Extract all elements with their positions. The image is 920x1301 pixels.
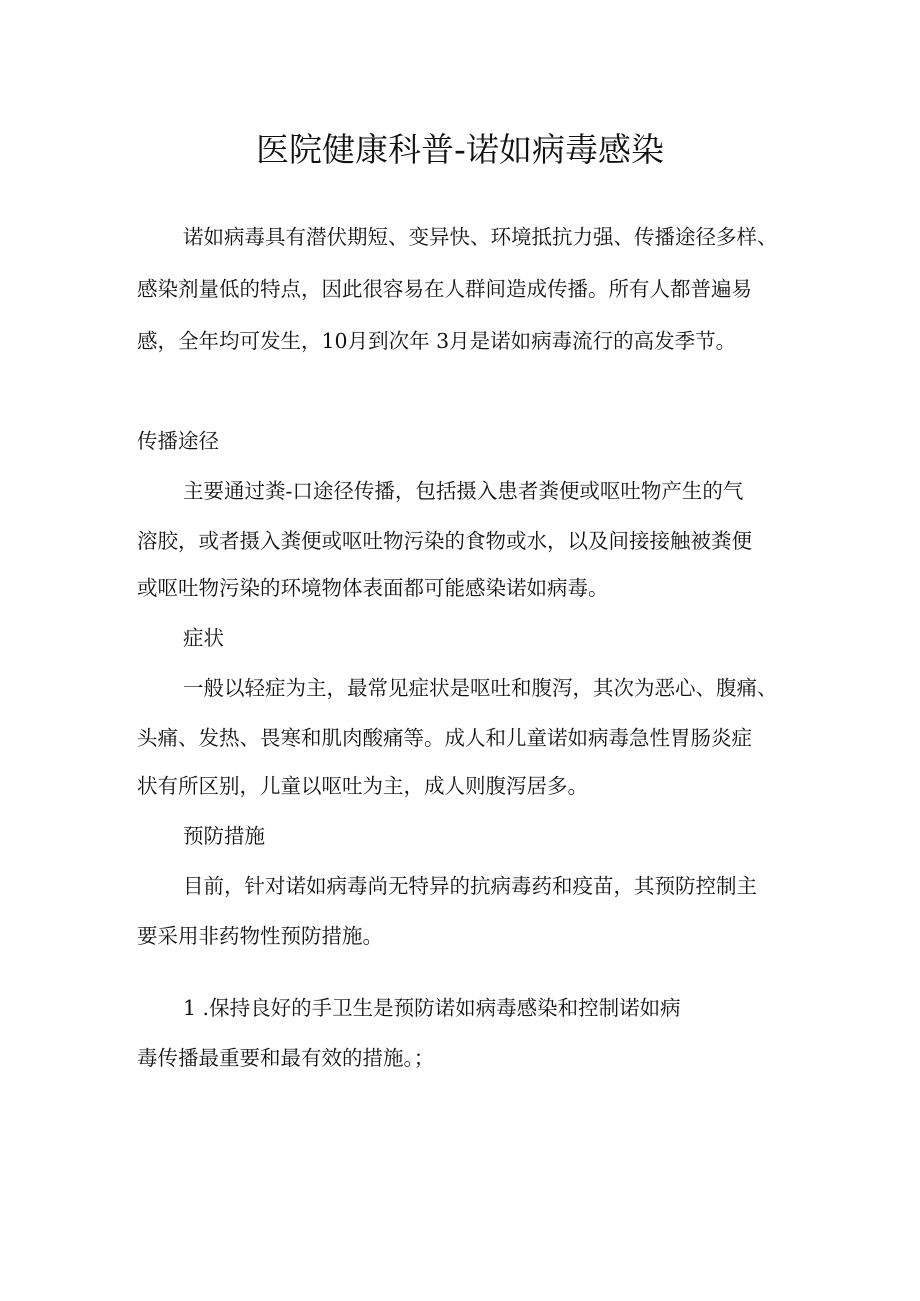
page-title: 医院健康科普-诺如病毒感染 [256,130,664,169]
text-line: 溶胶，或者摄入粪便或呕吐物污染的食物或水，以及间接接触被粪便 [137,529,752,553]
section-heading: 传播途径 [137,429,219,453]
text-line: 状有所区别，儿童以呕吐为主，成人则腹泻居多。 [137,774,588,798]
text-line: 要采用非药物性预防措施。 [137,924,383,948]
text-line: 感染剂量低的特点，因此很容易在人群间造成传播。所有人都普遍易 [137,277,752,301]
text-line: 主要通过粪-口途径传播，包括摄入患者粪便或呕吐物产生的气 [183,479,744,503]
list-item-line: 毒传播最重要和最有效的措施。； [137,1046,435,1070]
text-line: 目前，针对诺如病毒尚无特异的抗病毒药和疫苗，其预防控制主 [183,874,757,898]
text-line: 或呕吐物污染的环境物体表面都可能感染诺如病毒。 [137,576,609,600]
list-item-line: 1 .保持良好的手卫生是预防诺如病毒感染和控制诺如病 [183,996,681,1020]
section-heading: 症状 [183,626,224,650]
text-line: 头痛、发热、畏寒和肌肉酸痛等。成人和儿童诺如病毒急性胃肠炎症 [137,726,752,750]
text-line: 诺如病毒具有潜伏期短、变异快、环境抵抗力强、传播途径多样、 [183,225,778,249]
section-heading: 预防措施 [183,824,265,848]
text-line: 感，全年均可发生，10月到次年 3月是诺如病毒流行的高发季节。 [137,329,737,353]
text-line: 一般以轻症为主，最常见症状是呕吐和腹泻，其次为恶心、腹痛、 [183,676,778,700]
